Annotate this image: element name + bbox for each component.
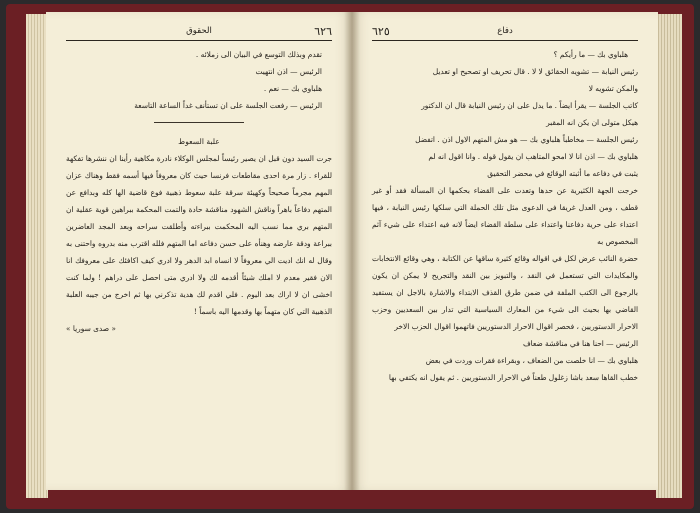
left-running-title: الحقوق bbox=[186, 26, 212, 36]
left-line-2: الرئيس — اذن انتهيت bbox=[255, 67, 322, 76]
left-page-number: ٦٢٦ bbox=[314, 24, 332, 38]
right-line-12: هلباوي بك — انا خلصت من الضعاف ، وبقراءة فقرات وردت في بعض bbox=[425, 356, 638, 365]
right-line-3: والمكن تشويه لا bbox=[588, 84, 638, 93]
right-line-6: رئيس الجلسة — مخاطباً هلباوي بك — هو مش المتهم الاول اذن . اتفضل bbox=[415, 135, 638, 144]
right-paragraph-2: حضرة النائب عرض لكل في اقواله وقائع كثيرة ساقها عن الكتابة ، وهي وقائع الانتخابات والمكايدات التي تستعمل في النقد ، والتبويز بين النقد والتجريح لا يمكن ان يكون بالرجوع الى الكتب الملفة في ضمن طرق القذف الابتداء والاشارة بالاجل ان يستفيد القاضي بها بحيث الى شيء من المعارك السياسية التي تدار بين السعديين وحزب الاحرار الدستوريين ، فحصر اقوال الاحرار الدستوريين فاتهموا اقوال الحزب الاخر bbox=[372, 254, 638, 331]
right-page-body bbox=[372, 46, 638, 386]
right-running-title: دفاع bbox=[497, 26, 513, 36]
right-line-2: رئيس النيابة — تشويه الحقائق لا لا . قال تحريف او تصحيح او تعديل bbox=[432, 67, 638, 76]
right-line-4: كاتب الجلسة — يقرأ ايضاً . ما يدل على ان رئيس النيابة قال ان الدكتور bbox=[421, 101, 638, 110]
left-line-1: تقدم وبذلك التوسع في البيان الى زملائه . bbox=[195, 50, 322, 59]
source-signature: « صدى سوريا » bbox=[66, 324, 116, 333]
section-title: علبة السعوط bbox=[178, 137, 220, 146]
left-line-4: الرئيس — رفعت الجلسة على ان تستأنف غداً الساعة التاسعة bbox=[134, 101, 322, 110]
left-page bbox=[46, 12, 352, 490]
section-divider bbox=[154, 122, 244, 123]
page-edges-right bbox=[656, 14, 682, 498]
right-line-11: الرئيس — احنا هنا في مناقشة ضعاف bbox=[522, 339, 638, 348]
right-line-5: هيكل متولى ان يكن انه المقبر bbox=[546, 118, 638, 127]
page-edges-left bbox=[26, 14, 48, 498]
right-line-7: هلباوي بك — اذن انا لا امحو المتاهب ان يقول قوله . وانا اقول انه لم bbox=[428, 152, 638, 161]
right-page bbox=[352, 12, 658, 490]
left-line-3: هلباوي بك — نعم . bbox=[263, 84, 322, 93]
anecdote-paragraph: جرت السيد دون قبل ان يصير رئيساً لمجلس الوكلاء نادرة مكاهية رأينا ان ننشرها تفكهة للقراء . زار مرة احدى مقاطعات فرنسا حيث كان معروفاً فيها أسمه فقط وهناك عزان المهم مجرماً صحيحاً وكهيئة سرقة علبة سعوط ذهبية فوع قاضية الها كله وبدافع عن المتهم دفاعاً باهراً وناقش الشهود مناقشة حادة والتمت المحكمة ببراهين قوية عقلية ان المتهم بري مما نسب اليه المحكمت ببراءته وأطلقت سراحه وبعد المجد العاضرين ببراعة ودقة عارضه وهنأه على حسن دفاعه اما المتهم فلله اقترب منه بدروه واحتنى به وقال له انك اديت الي معروفاً لا انساه ابد الدهر ولا ادري كيف اكافئك على معروفك انا الان فقير معدم لا املك شيئاً أقدمه لك ولا ادري متى احصل على دراهم ! ولما كنت اخشى ان لا اراك بعد اليوم . فلي اقدم لك هدية تذكرني بها ثم اخرج من جيبه العلبة الذهبية التي كان متهماً بها وقدمها اليه باسماً ! bbox=[66, 154, 332, 316]
right-line-13: خطب القاها سعد باشا زغلول طعناً في الاحرار الدستوريين . ثم يقول انه يكتفي بها bbox=[388, 373, 638, 382]
right-page-header bbox=[372, 24, 638, 38]
book-gutter bbox=[344, 12, 360, 490]
left-page-body bbox=[66, 46, 332, 337]
right-line-1: هلباوي بك — ما رأيكم ؟ bbox=[553, 50, 628, 59]
right-header-rule bbox=[372, 40, 638, 41]
left-page-header bbox=[66, 24, 332, 38]
right-page-number: ٦٢٥ bbox=[372, 24, 390, 38]
right-line-8: يثبت في دفاعه ما أثبته الوقائع في محضر التحقيق bbox=[487, 169, 638, 178]
right-paragraph-1: خرجت الجهة الكثيرية عن حدها وتعدت على القضاء بحكمها ان المسألة فقد أو غير قطف ، ومن العدل غريقا في الدعوى مثل تلك الحملة التي سلكها رئيس النيابة ، فيها اعتداء على حرية دفاعنا واعتداء على سلطة القضاء ايضاً لانه فيه اعتداء على شيء آثم المخصوص به bbox=[372, 186, 638, 246]
left-header-rule bbox=[66, 40, 332, 41]
